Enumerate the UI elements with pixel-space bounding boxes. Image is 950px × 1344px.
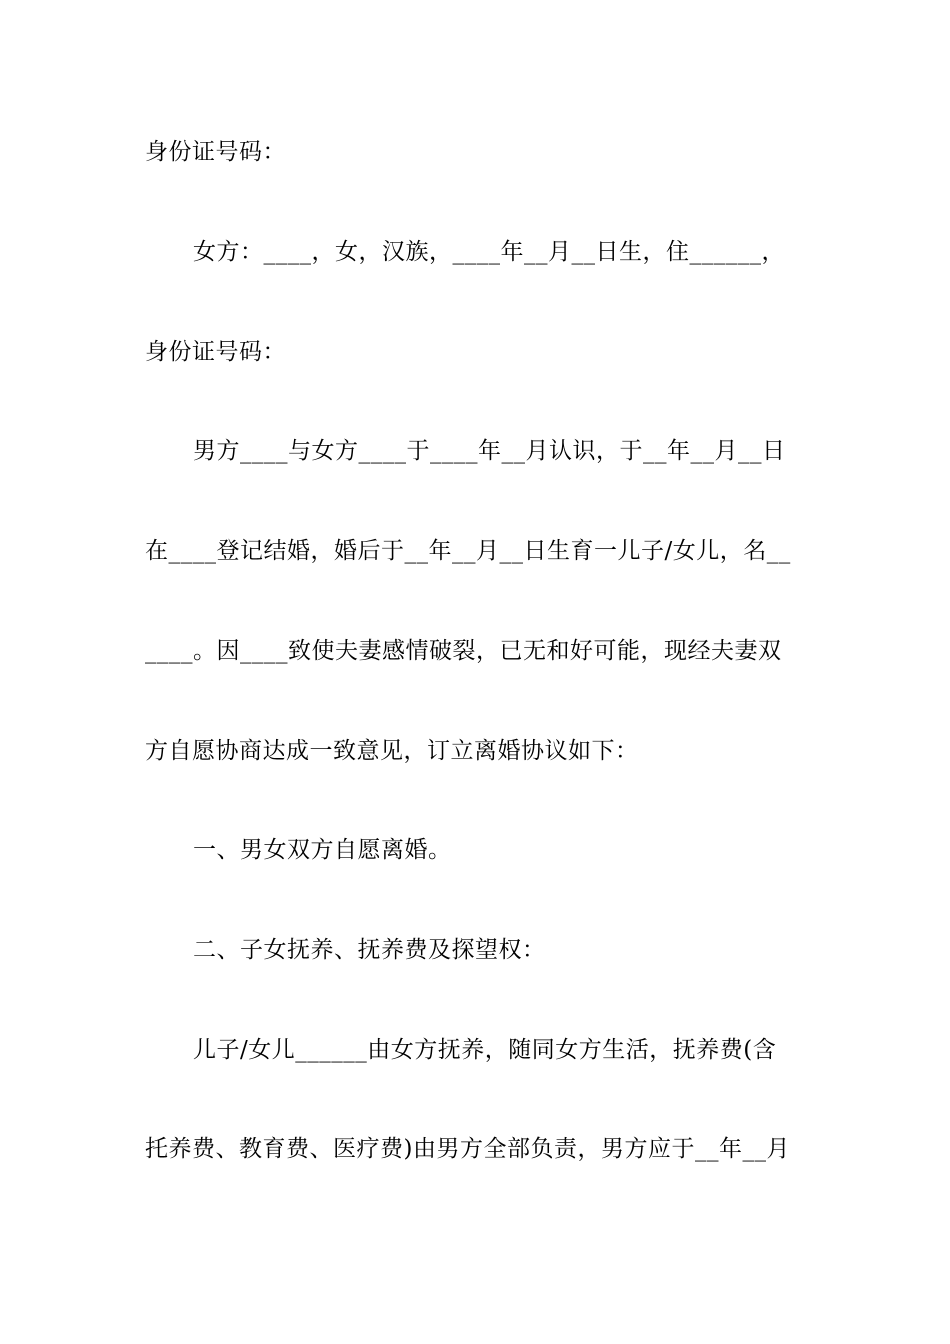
id-number-label-2: 身份证号码： — [145, 339, 286, 365]
marriage-paragraph-line-3: ____。因____致使夫妻感情破裂，已无和好可能，现经夫妻双 — [145, 638, 782, 664]
custody-paragraph-line-2: 托养费、教育费、医疗费)由男方全部负责，男方应于__年__月 — [145, 1136, 790, 1162]
marriage-paragraph-line-1: 男方____与女方____于____年__月认识，于__年__月__日 — [193, 438, 786, 464]
custody-paragraph-line-1: 儿子/女儿______由女方抚养，随同女方生活，抚养费(含 — [193, 1037, 777, 1063]
clause-two-heading: 二、子女抚养、抚养费及探望权： — [193, 937, 546, 963]
marriage-paragraph-line-2: 在____登记结婚，婚后于__年__月__日生育一儿子/女儿，名__ — [145, 538, 791, 564]
clause-one: 一、男女双方自愿离婚。 — [193, 837, 452, 863]
female-party-line: 女方：____，女，汉族，____年__月__日生，住______， — [193, 239, 785, 265]
id-number-label-1: 身份证号码： — [145, 139, 286, 165]
marriage-paragraph-line-4: 方自愿协商达成一致意见，订立离婚协议如下： — [145, 738, 639, 764]
